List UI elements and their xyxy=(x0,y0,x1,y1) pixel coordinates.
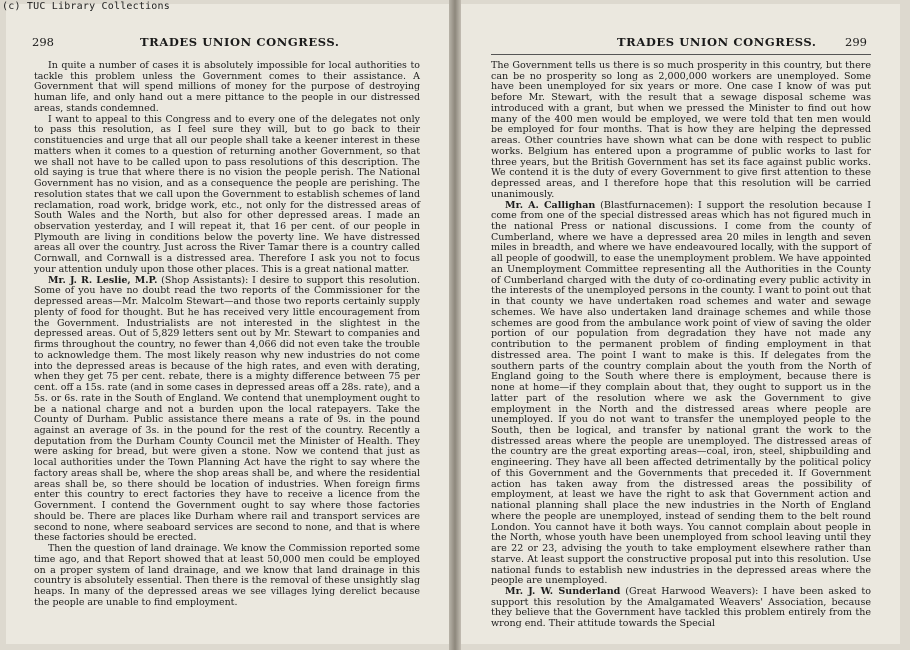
paragraph: In quite a number of cases it is absolutely impossible for local authorities to tackle this problem unless the Government comes to their assistance. A Government that will spend millions of money for the purpose of destroying human life, and only hand out a mere pittance to the people in our distressed areas, stands condemned. xyxy=(34,60,420,114)
paragraph: The Government tells us there is so much prosperity in this country, but there can be no prosperity so long as 2,000,000 workers are unemployed. Some have been unemployed for six years or more. One case I know of was put before Mr. Stewart, with the result that a sewage disposal scheme was introduced with a grant, but when we pressed the Minister to find out how many of the 400 men would be employed, we were told that ten men would be employed for four months. That is how they are helping the depressed areas. Other countries have shown what can be done with respect to public works. Belgium has entered upon a programme of public works to last for three years, but the British Government has set its face against public works. We contend it is the duty of every Government to give first attention to these depressed areas, and I therefore hope that this resolution will be carried unanimously. xyxy=(491,60,871,200)
paragraph: Then the question of land drainage. We know the Commission reported some time ago, and that Report showed that at least 50,000 men could be employed on a proper system of land drainage, and we know that land drainage in this country is absolutely essential. Then there is the removal of these unsightly slag heaps. In many of the depressed areas we see villages lying derelict because the people are unable to find employment. xyxy=(34,543,420,608)
left-page xyxy=(6,4,449,644)
page-number: 299 xyxy=(845,35,867,49)
page-body xyxy=(491,61,871,630)
header-rule xyxy=(491,54,871,55)
paragraph: I want to appeal to this Congress and to every one of the delegates not only to pass this resolution, as I feel sure they will, but to go back to their constituencies and urge that all our people shall take a keener interest in these matters when it comes to a question of returning another Government, so that we shall not have to be called upon to pass resolutions of this description. The old saying is true that where there is no vision the people perish. The National Government has no vision, and as a consequence the people are perishing. The resolution states that we call upon the Government to establish schemes of land reclamation, road work, bridge work, etc., not only for the distressed areas of South Wales and the North, but also for other depressed areas. I made an observation yesterday, and I will repeat it, that 16 per cent. of our people in Plymouth are living in conditions below the poverty line. We have distressed areas all over the country. Just across the River Tamar there is a country called Cornwall, and Cornwall is a distressed area. Therefore I ask you not to focus your attention unduly upon those other places. This is a great national matter. xyxy=(34,113,420,275)
speaker-name: Mr. A. Callighan xyxy=(505,199,596,211)
copyright-notice: (c) TUC Library Collections xyxy=(2,1,170,12)
running-header: TRADES UNION CONGRESS. xyxy=(617,35,817,49)
running-header: TRADES UNION CONGRESS. xyxy=(140,35,340,49)
speaker-name: Mr. J. R. Leslie, M.P. xyxy=(48,274,158,286)
page-body xyxy=(34,61,420,608)
speaker-name: Mr. J. W. Sunderland xyxy=(505,585,621,597)
book-gutter xyxy=(449,0,461,650)
page-number: 298 xyxy=(32,35,54,49)
paragraph: Mr. J. W. Sunderland (Great Harwood Weavers): I have been asked to support this resolution by the Amalgamated Weavers' Association, because they believe that the Government have tackled this problem entirely from the wrong end. Their attitude towards the Special xyxy=(491,585,871,630)
paragraph: Mr. J. R. Leslie, M.P. (Shop Assistants): I desire to support this resolution. Some of you have no doubt read the two reports of the Commissioner for the depressed areas—Mr. Malcolm Stewart—and those two reports certainly supply plenty of food for thought. But he has received very little encouragement from the Government. Industrialists are not interested in the slightest in the depressed areas. Out of 5,829 letters sent out by Mr. Stewart to companies and firms throughout the country, no fewer than 4,066 did not even take the trouble to acknowledge them. The most likely reason why new industries do not come into the depressed areas is because of the high rates, and even with derating, when they get 75 per cent. rebate, there is a mighty difference between 75 per cent. off a 15s. rate (and in some cases in depressed areas off a 28s. rate), and a 5s. or 6s. rate in the South of England. We contend that unemployment ought to be a national charge and not a burden upon the local ratepayers. Take the County of Durham. Public assistance there means a rate of 9s. in the pound against an average of 3s. in the pound for the rest of the country. Recently a deputation from the Durham County Council met the Minister of Health. They were asking for bread, but were given a stone. Now we contend that just as local authorities under the Town Planning Act have the right to say where the factory areas shall be, where the shop areas shall be, and where the residential areas shall be, so there should be location of industries. When foreign firms enter this country to erect factories they have to receive a licence from the Government. I contend the Government ought to say where those factories should be. There are places like Durham where rail and transport services are second to none, where seaboard services are second to none, and that is where these factories should be erected. xyxy=(34,274,420,544)
paragraph: Mr. A. Callighan (Blastfurnacemen): I support the resolution because I come from one of the special distressed areas which has not figured much in the national Press or national discussions. I come from the county of Cumberland, where we have a depressed area 20 miles in length and seven miles in breadth, and where we have endeavoured locally, with the support of all people of goodwill, to ease the unemployment problem. We have appointed an Unemployment Committee representing all the Authorities in the County of Cumberland charged with the duty of co-ordinating every public activity in the interests of the unemployed persons in the county. I want to point out that in that county we have undertaken road schemes and water and sewage schemes. We have also undertaken land drainage schemes and while those schemes are good from the ambulance work point of view of saving the older portion of our population from degradation they have not made any contribution to the permanent problem of finding employment in that distressed area. The point I want to make is this. If delegates from the southern parts of the country complain about the youth from the North of England going to the South where there is employment, because there is none at home—if they complain about that, they ought to support us in the latter part of the resolution where we ask the Government to give employment in the North and the distressed areas where people are unemployed. If you do not want to transfer the unemployed people to the South, then be logical, and transfer by national grant the work to the distressed areas where the people are unemployed. The distressed areas of the country are the great exporting areas—coal, iron, steel, shipbuilding and engineering. They have all been affected detrimentally by the political policy of this Government and the Governments that preceded it. If Government action has taken away from the distressed areas the possibility of employment, at least we have the right to ask that Government action and national planning shall place the new industries in the North of England where the people are unemployed, instead of sending them to the belt round London. You cannot have it both ways. You cannot complain about people in the North, whose youth have been unemployed from school leaving until they are 22 or 23, advising the youth to take employment elsewhere rather than starve. At least support the constructive proposal put into this resolution. Use national funds to establish new industries in the depressed areas where the people are unemployed. xyxy=(491,199,871,587)
right-page xyxy=(461,4,900,644)
